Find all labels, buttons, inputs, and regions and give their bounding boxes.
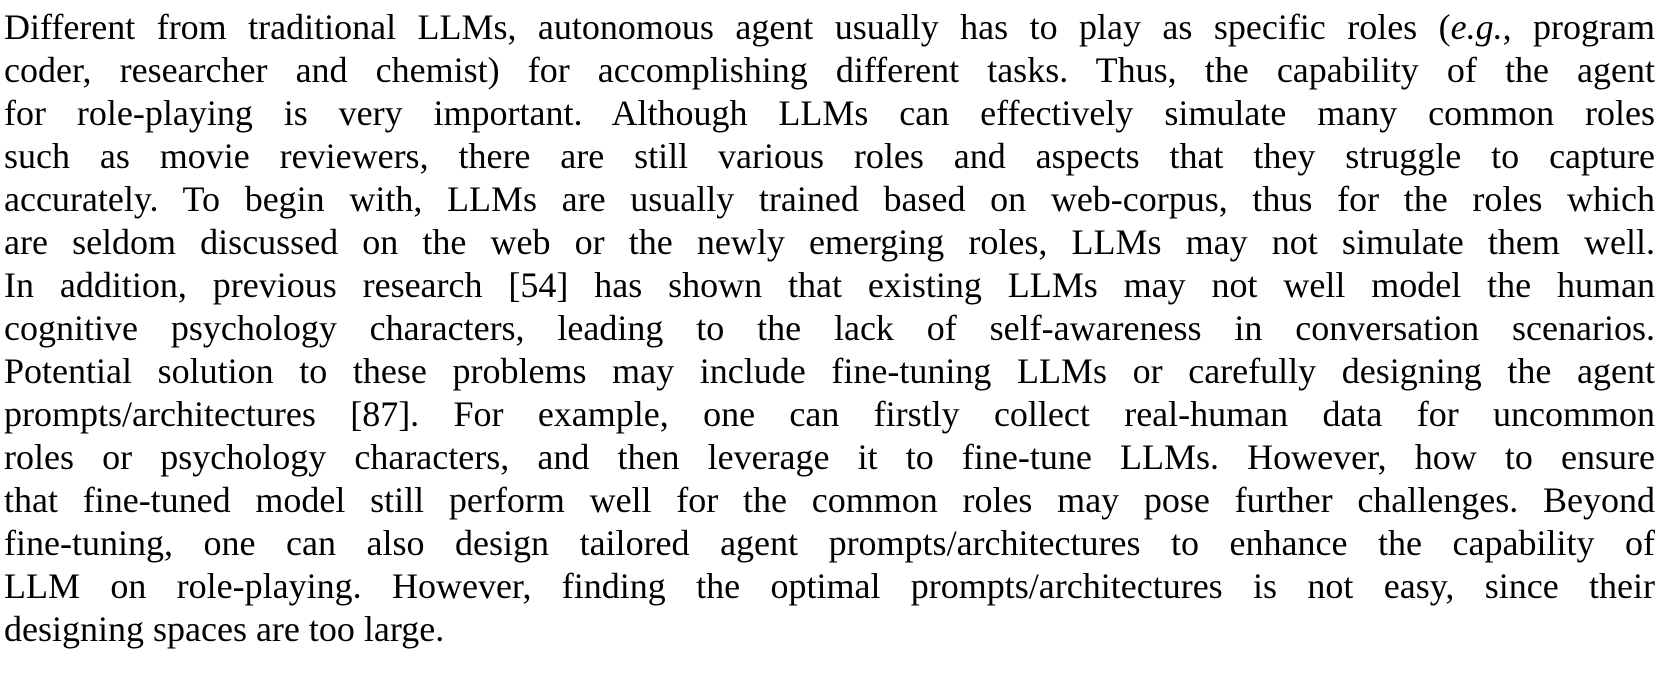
text-line-9: Potential solution to these problems may include fine-tuning LLMs or carefully designing the agent xyxy=(4,351,1655,391)
text-line-13: fine-tuning, one can also design tailored agent prompts/architectures to enhance the capability of xyxy=(4,523,1655,563)
text-line-15: designing spaces are too large. xyxy=(4,609,445,649)
text-line-11: roles or psychology characters, and then leverage it to fine-tune LLMs. However, how to ensure xyxy=(4,437,1655,477)
text-line-12: that fine-tuned model still perform well for the common roles may pose further challenges. Beyond xyxy=(4,480,1655,520)
text-line-10: prompts/architectures [87]. For example, one can firstly collect real-human data for uncommon xyxy=(4,394,1655,434)
text-line-8: cognitive psychology characters, leading to the lack of self-awareness in conversation scenarios. xyxy=(4,308,1655,348)
text-line-5: accurately. To begin with, LLMs are usually trained based on web-corpus, thus for the roles which xyxy=(4,179,1655,219)
text-line-3: for role-playing is very important. Although LLMs can effectively simulate many common roles xyxy=(4,93,1655,133)
text-line-1-pre: Different from traditional LLMs, autonomous agent usually has to play as specific roles ( xyxy=(4,7,1451,47)
body-paragraph xyxy=(4,6,1655,651)
italic-eg: e.g. xyxy=(1450,7,1503,47)
text-line-2: coder, researcher and chemist) for accomplishing different tasks. Thus, the capability of the agent xyxy=(4,50,1655,90)
text-line-7: In addition, previous research [54] has shown that existing LLMs may not well model the human xyxy=(4,265,1655,305)
text-line-6: are seldom discussed on the web or the newly emerging roles, LLMs may not simulate them well. xyxy=(4,222,1655,262)
text-line-14: LLM on role-playing. However, finding the optimal prompts/architectures is not easy, since their xyxy=(4,566,1655,606)
text-line-1-post: , program xyxy=(1502,7,1655,47)
text-line-1 xyxy=(4,6,1655,49)
text-line-4: such as movie reviewers, there are still various roles and aspects that they struggle to capture xyxy=(4,136,1655,176)
